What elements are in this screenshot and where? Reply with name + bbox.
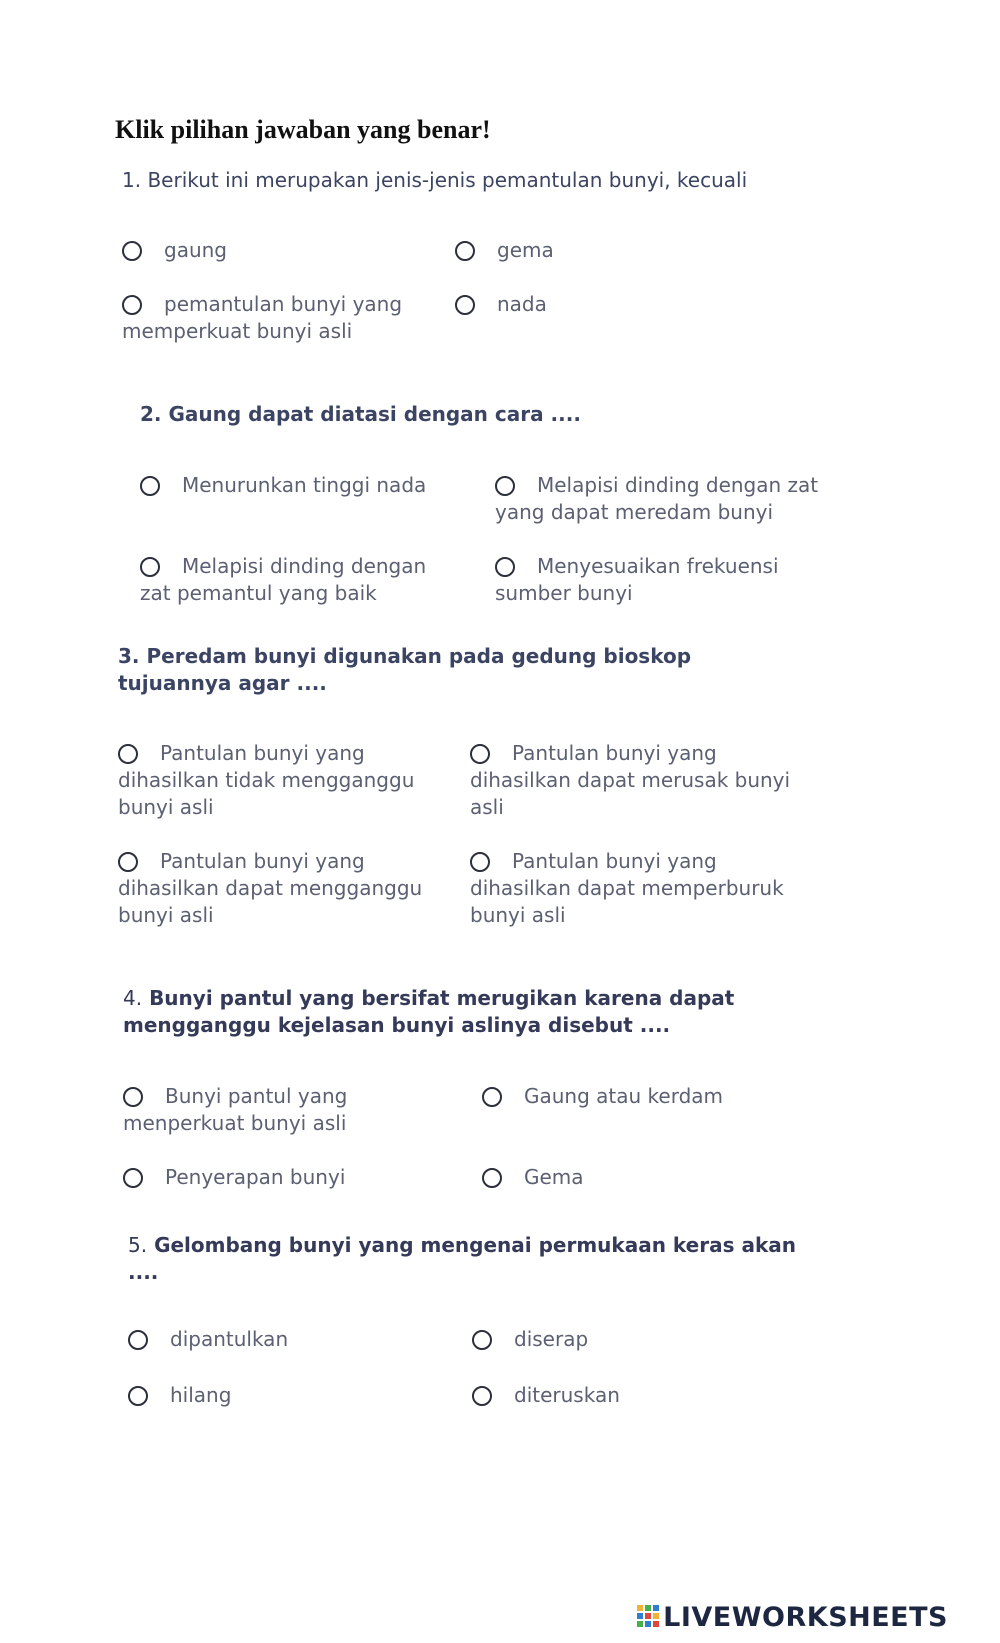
radio-icon[interactable] bbox=[472, 1330, 492, 1350]
radio-icon[interactable] bbox=[140, 476, 160, 496]
q1-option-a[interactable]: gaung bbox=[122, 237, 462, 264]
question-number: 5. bbox=[128, 1233, 148, 1257]
radio-icon[interactable] bbox=[122, 241, 142, 261]
q2-option-a[interactable]: Menurunkan tinggi nada bbox=[140, 472, 480, 499]
q5-option-b[interactable]: diserap bbox=[472, 1326, 812, 1353]
radio-icon[interactable] bbox=[128, 1386, 148, 1406]
radio-icon[interactable] bbox=[455, 295, 475, 315]
question-number: 2. bbox=[140, 402, 162, 426]
question-text: Gelombang bunyi yang mengenai permukaan keras akan .... bbox=[128, 1233, 796, 1284]
radio-icon[interactable] bbox=[118, 744, 138, 764]
liveworksheets-logo bbox=[637, 1602, 948, 1633]
question-number: 1. bbox=[122, 168, 142, 192]
q3-option-b[interactable]: Pantulan bunyi yang dihasilkan dapat merusak bunyi asli bbox=[470, 741, 791, 819]
q2-option-d[interactable]: Menyesuaikan frekuensi sumber bunyi bbox=[495, 554, 779, 605]
question-2 bbox=[140, 401, 860, 428]
q4-option-d[interactable]: Gema bbox=[482, 1164, 822, 1191]
radio-icon[interactable] bbox=[123, 1168, 143, 1188]
question-text: Berikut ini merupakan jenis-jenis pemantulan bunyi, kecuali bbox=[147, 168, 748, 192]
question-text: Bunyi pantul yang bersifat merugikan karena dapat mengganggu kejelasan bunyi aslinya disebut .... bbox=[123, 986, 735, 1037]
radio-icon[interactable] bbox=[495, 476, 515, 496]
question-text: Gaung dapat diatasi dengan cara .... bbox=[168, 402, 581, 426]
q3-option-a[interactable]: Pantulan bunyi yang dihasilkan tidak mengganggu bunyi asli bbox=[118, 741, 415, 819]
radio-icon[interactable] bbox=[495, 557, 515, 577]
logo-blocks-icon bbox=[637, 1605, 659, 1629]
question-number: 3. bbox=[118, 644, 140, 668]
radio-icon[interactable] bbox=[118, 852, 138, 872]
q3-option-c[interactable]: Pantulan bunyi yang dihasilkan dapat mengganggu bunyi asli bbox=[118, 849, 423, 927]
radio-icon[interactable] bbox=[472, 1386, 492, 1406]
question-5 bbox=[128, 1232, 828, 1286]
question-3 bbox=[118, 643, 798, 697]
radio-icon[interactable] bbox=[123, 1087, 143, 1107]
q1-option-c[interactable]: pemantulan bunyi yang memperkuat bunyi asli bbox=[122, 292, 403, 343]
radio-icon[interactable] bbox=[128, 1330, 148, 1350]
q5-option-c[interactable]: hilang bbox=[128, 1382, 468, 1409]
question-1 bbox=[122, 167, 842, 194]
q5-option-a[interactable]: dipantulkan bbox=[128, 1326, 468, 1353]
radio-icon[interactable] bbox=[140, 557, 160, 577]
radio-icon[interactable] bbox=[470, 852, 490, 872]
radio-icon[interactable] bbox=[470, 744, 490, 764]
radio-icon[interactable] bbox=[122, 295, 142, 315]
q4-option-c[interactable]: Penyerapan bunyi bbox=[123, 1164, 463, 1191]
question-number: 4. bbox=[123, 986, 143, 1010]
q2-option-b[interactable]: Melapisi dinding dengan zat yang dapat meredam bunyi bbox=[495, 473, 819, 524]
radio-icon[interactable] bbox=[482, 1087, 502, 1107]
question-4 bbox=[123, 985, 783, 1039]
page-title: Klik pilihan jawaban yang benar! bbox=[115, 115, 491, 144]
q4-option-a[interactable]: Bunyi pantul yang menperkuat bunyi asli bbox=[123, 1084, 348, 1135]
q3-option-d[interactable]: Pantulan bunyi yang dihasilkan dapat memperburuk bunyi asli bbox=[470, 849, 784, 927]
radio-icon[interactable] bbox=[482, 1168, 502, 1188]
radio-icon[interactable] bbox=[455, 241, 475, 261]
q5-option-d[interactable]: diteruskan bbox=[472, 1382, 812, 1409]
q2-option-c[interactable]: Melapisi dinding dengan zat pemantul yang baik bbox=[140, 554, 427, 605]
q1-option-b[interactable]: gema bbox=[455, 237, 795, 264]
q1-option-d[interactable]: nada bbox=[455, 291, 795, 318]
logo-text: LIVEWORKSHEETS bbox=[663, 1602, 948, 1633]
q4-option-b[interactable]: Gaung atau kerdam bbox=[482, 1083, 822, 1110]
question-text: Peredam bunyi digunakan pada gedung bioskop tujuannya agar .... bbox=[118, 644, 692, 695]
